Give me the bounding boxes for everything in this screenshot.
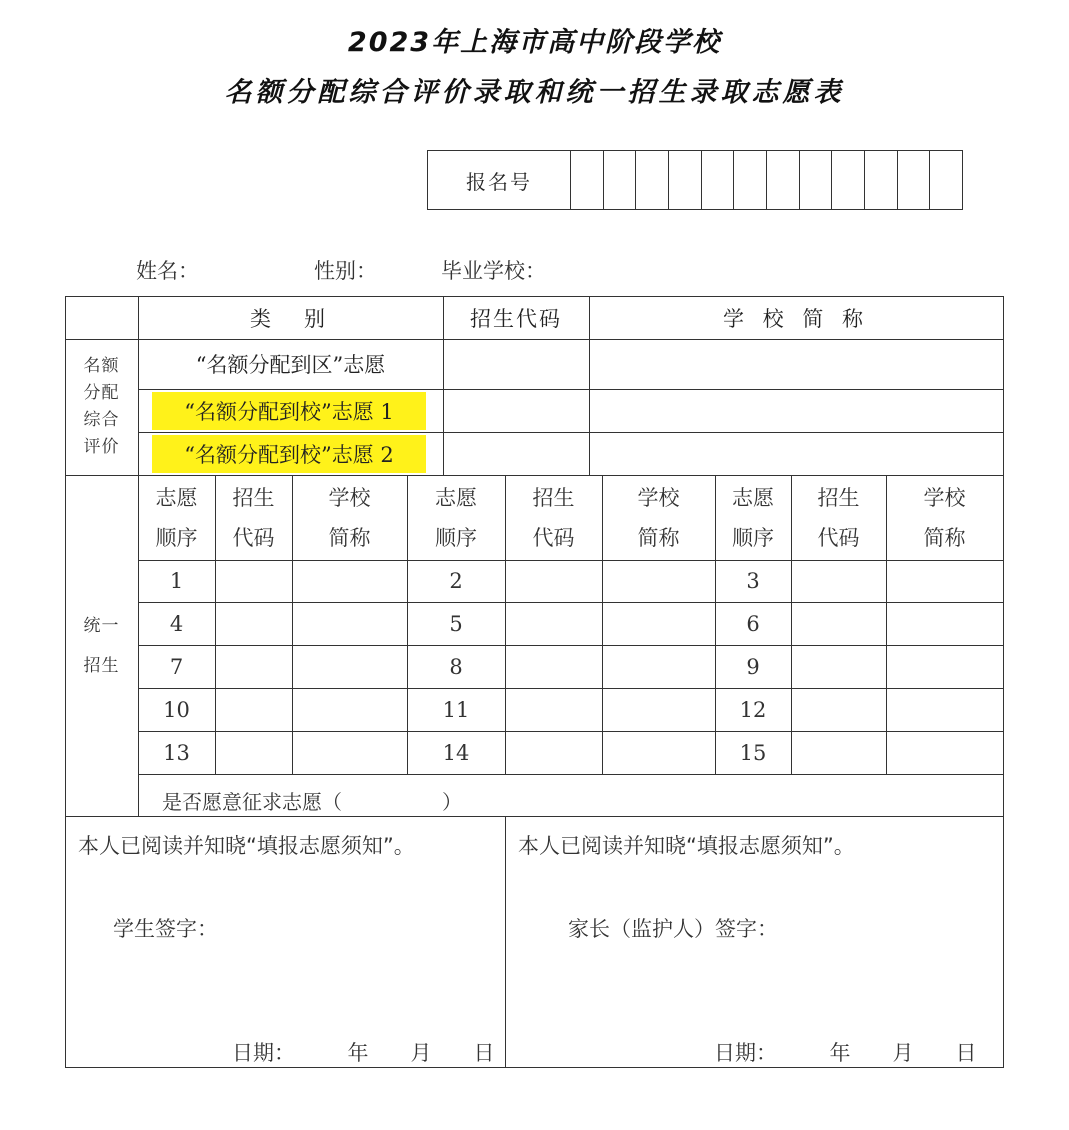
order-number: 8 [449, 654, 463, 679]
col-header-school: 学校 简称 [637, 485, 680, 550]
header-school-abbreviation: 学 校 简 称 [722, 306, 870, 331]
order-number: 7 [169, 654, 184, 679]
registration-digit-cell[interactable] [571, 151, 604, 209]
registration-digit-cell[interactable] [898, 151, 931, 209]
parent-signature-label[interactable]: 家长（监护人）签字： [568, 917, 778, 941]
registration-digit-cell[interactable] [800, 151, 833, 209]
order-number: 10 [163, 697, 190, 722]
registration-digit-cell[interactable] [702, 151, 735, 209]
quota-school-2-school-field[interactable] [589, 432, 1003, 475]
registration-digit-cell[interactable] [930, 151, 962, 209]
registration-digit-cell[interactable] [767, 151, 800, 209]
parent-date-label[interactable]: 日期： 年 月 日 [714, 1041, 977, 1065]
quota-district-preference: “名额分配到区”志愿 [195, 353, 386, 377]
header-admission-code: 招生代码 [470, 306, 562, 331]
order-number: 2 [449, 569, 463, 593]
registration-digit-cell[interactable] [865, 151, 898, 209]
graduation-school-label: 毕业学校： [441, 259, 546, 283]
col-header-code: 招生 代码 [817, 485, 860, 550]
solicit-preference-question: 是否愿意征求志愿（ ） [162, 790, 462, 814]
student-notice-statement: 本人已阅读并知晓“填报志愿须知”。 [78, 834, 415, 858]
header-category: 类 别 [250, 306, 331, 331]
registration-digit-cell[interactable] [604, 151, 637, 209]
quota-district-school-field[interactable] [589, 339, 1003, 389]
gender-label: 性别： [314, 259, 377, 283]
registration-number-label: 报名号 [428, 151, 571, 209]
quota-school-1-school-field[interactable] [589, 389, 1003, 432]
unified-enrollment-label: 统一 招生 [83, 615, 120, 676]
registration-digit-cell[interactable] [636, 151, 669, 209]
order-number: 12 [739, 697, 767, 722]
quota-allocation-label: 名额 分配 综合 评价 [83, 356, 120, 457]
order-number: 9 [746, 654, 760, 679]
order-number: 1 [169, 569, 184, 593]
col-header-order: 志愿 顺序 [435, 485, 477, 550]
col-header-school: 学校 简称 [923, 485, 966, 550]
quota-school-1-code-field[interactable] [443, 389, 589, 432]
quota-school-preference-1: “名额分配到校”志愿 1 [152, 392, 426, 430]
order-number: 3 [746, 569, 760, 593]
col-header-order: 志愿 顺序 [155, 485, 198, 550]
order-number: 13 [163, 740, 190, 765]
col-header-school: 学校 简称 [328, 485, 371, 550]
registration-number-box [427, 150, 963, 210]
col-header-code: 招生 代码 [532, 485, 575, 550]
registration-digit-cell[interactable] [669, 151, 702, 209]
registration-digit-cell[interactable] [734, 151, 767, 209]
order-number: 4 [169, 611, 184, 636]
col-header-order: 志愿 顺序 [732, 485, 774, 550]
order-number: 15 [739, 740, 767, 765]
order-number: 11 [442, 697, 470, 722]
name-label: 姓名： [136, 259, 199, 283]
student-date-label[interactable]: 日期： 年 月 日 [232, 1041, 495, 1065]
form-title-line1: 2023年上海市高中阶段学校 [347, 27, 722, 58]
order-number: 5 [449, 611, 463, 636]
quota-district-code-field[interactable] [443, 339, 589, 389]
order-number: 14 [442, 740, 470, 765]
quota-school-2-code-field[interactable] [443, 432, 589, 475]
student-signature-label[interactable]: 学生签字： [113, 917, 218, 941]
form-title-line2: 名额分配综合评价录取和统一招生录取志愿表 [224, 77, 845, 108]
col-header-code: 招生 代码 [232, 485, 275, 550]
parent-notice-statement: 本人已阅读并知晓“填报志愿须知”。 [518, 834, 855, 858]
quota-school-preference-2: “名额分配到校”志愿 2 [152, 435, 426, 473]
order-number: 6 [746, 611, 760, 636]
registration-digit-cell[interactable] [832, 151, 865, 209]
